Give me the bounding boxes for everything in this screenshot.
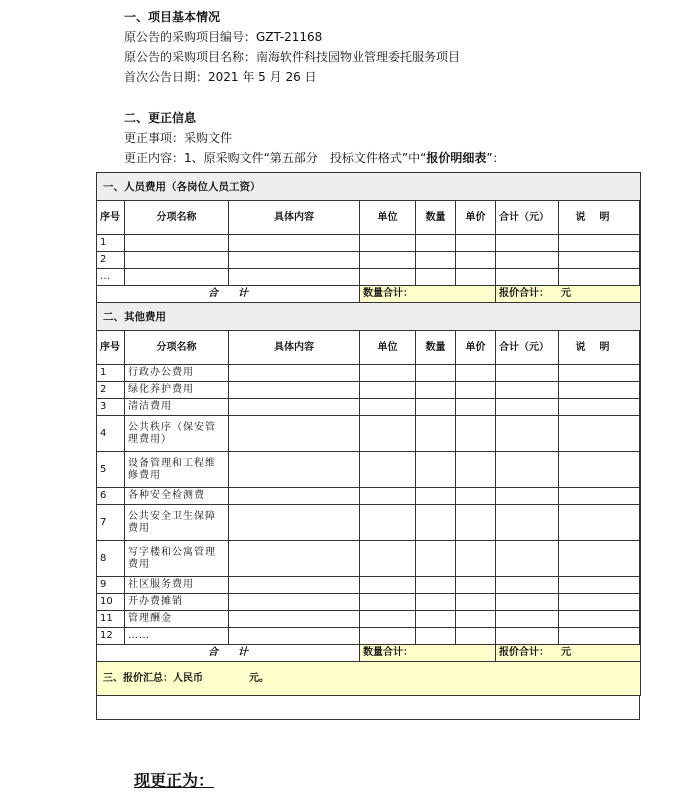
other-row <box>97 505 641 541</box>
table-cell <box>456 269 496 286</box>
row-seq: 11 <box>97 611 125 628</box>
table-cell <box>559 628 641 645</box>
personnel-row <box>97 252 641 269</box>
header-name: 分项名称 <box>125 331 229 365</box>
table-cell <box>496 365 559 382</box>
row-seq: 7 <box>97 505 125 541</box>
project-code-value: GZT-21168 <box>256 30 323 44</box>
quote-table-name: 报价明细表 <box>426 151 487 165</box>
correction-content <box>124 150 505 166</box>
personnel-row <box>97 235 641 252</box>
table-cell <box>496 235 559 252</box>
table-cell <box>496 488 559 505</box>
row-seq: 8 <box>97 541 125 577</box>
table-cell <box>416 365 456 382</box>
table-cell <box>496 505 559 541</box>
other-yuan: 元 <box>561 647 571 658</box>
table-cell <box>229 269 360 286</box>
table-cell <box>416 416 456 452</box>
correction-item-value: 采购文件 <box>184 131 233 145</box>
table-cell <box>456 235 496 252</box>
table-cell <box>360 505 416 541</box>
personnel-section-row <box>97 173 641 201</box>
other-row <box>97 611 641 628</box>
header-total: 合计（元） <box>496 201 559 235</box>
announce-date <box>124 69 317 85</box>
row-seq: 12 <box>97 628 125 645</box>
other-quote-total <box>496 645 641 662</box>
table-cell <box>456 628 496 645</box>
table-cell <box>416 269 456 286</box>
table-cell <box>125 252 229 269</box>
personnel-quote-total-label: 报价合计： <box>499 288 549 299</box>
quote-detail-table <box>96 172 641 696</box>
section1-heading: 一、项目基本情况 <box>124 10 221 24</box>
project-name <box>124 49 460 65</box>
table-cell <box>559 399 641 416</box>
table-cell <box>559 235 641 252</box>
row-seq: 2 <box>97 252 125 269</box>
project-code <box>124 29 322 45</box>
table-cell <box>416 541 456 577</box>
table-cell <box>125 235 229 252</box>
other-quote-total-label: 报价合计： <box>499 647 549 658</box>
summary-unit: 元。 <box>249 672 269 684</box>
table-cell <box>360 611 416 628</box>
row-seq: 3 <box>97 399 125 416</box>
project-name-label: 原公告的采购项目名称： <box>124 50 257 64</box>
table-cell <box>416 252 456 269</box>
header-content: 具体内容 <box>229 331 360 365</box>
table-cell <box>229 611 360 628</box>
table-cell <box>360 577 416 594</box>
table-cell <box>416 628 456 645</box>
table-body <box>97 173 641 696</box>
other-row <box>97 399 641 416</box>
other-section-row <box>97 303 641 331</box>
correction-content-value: 1、原采购文件“第五部分 投标文件格式”中“ <box>184 151 427 165</box>
personnel-row <box>97 269 641 286</box>
table-cell <box>229 488 360 505</box>
summary-row <box>97 662 641 696</box>
table-cell <box>360 416 416 452</box>
row-seq: 9 <box>97 577 125 594</box>
header-seq: 序号 <box>97 201 125 235</box>
table-cell <box>559 488 641 505</box>
personnel-sum-label: 合 计 <box>97 286 360 303</box>
table-cell <box>360 399 416 416</box>
summary-label: 三、报价汇总：人民币 <box>103 672 203 684</box>
table-cell <box>229 628 360 645</box>
table-cell <box>456 488 496 505</box>
table-cell <box>456 416 496 452</box>
table-cell <box>559 505 641 541</box>
row-item-name: 社区服务费用 <box>125 577 229 594</box>
header-note: 说明 <box>559 331 641 365</box>
row-item-name: 开办费摊销 <box>125 594 229 611</box>
row-item-name: 绿化养护费用 <box>125 382 229 399</box>
table-cell <box>456 252 496 269</box>
row-item-name: 行政办公费用 <box>125 365 229 382</box>
table-cell <box>229 541 360 577</box>
table-cell <box>229 416 360 452</box>
header-note: 说明 <box>559 201 641 235</box>
row-seq: … <box>97 269 125 286</box>
header-qty: 数量 <box>416 201 456 235</box>
table-cell <box>496 382 559 399</box>
row-seq: 2 <box>97 382 125 399</box>
table-cell <box>496 541 559 577</box>
table-cell <box>229 505 360 541</box>
table-cell <box>416 452 456 488</box>
table-cell <box>360 628 416 645</box>
table-cell <box>416 399 456 416</box>
table-cell <box>416 594 456 611</box>
table-cell <box>456 452 496 488</box>
table-cell <box>496 452 559 488</box>
announce-date-label: 首次公告日期： <box>124 70 209 84</box>
table-cell <box>416 611 456 628</box>
table-cell <box>360 488 416 505</box>
table-cell <box>416 505 456 541</box>
row-item-name: 写字楼和公寓管理费用 <box>125 541 229 577</box>
header-unit: 单位 <box>360 331 416 365</box>
personnel-header-row <box>97 201 641 235</box>
personnel-sum-row <box>97 286 641 303</box>
table-cell <box>456 382 496 399</box>
personnel-section-title: 一、人员费用（各岗位人员工资） <box>97 173 641 201</box>
other-qty-total: 数量合计： <box>360 645 496 662</box>
header-unit: 单位 <box>360 201 416 235</box>
row-item-name: 管理酬金 <box>125 611 229 628</box>
header-total: 合计（元） <box>496 331 559 365</box>
table-cell <box>229 235 360 252</box>
row-seq: 5 <box>97 452 125 488</box>
other-sum-label: 合 计 <box>97 645 360 662</box>
other-header-row <box>97 331 641 365</box>
other-row <box>97 452 641 488</box>
table-cell <box>456 399 496 416</box>
section2-heading: 二、更正信息 <box>124 111 197 125</box>
table-cell <box>125 269 229 286</box>
final-line: 现更正为： <box>134 771 215 790</box>
row-seq: 6 <box>97 488 125 505</box>
other-row <box>97 382 641 399</box>
table-cell <box>360 252 416 269</box>
table-cell <box>360 235 416 252</box>
other-row <box>97 628 641 645</box>
table-cell <box>416 488 456 505</box>
table-cell <box>496 416 559 452</box>
other-row <box>97 365 641 382</box>
table-cell <box>229 252 360 269</box>
table-cell <box>559 541 641 577</box>
table-cell <box>360 382 416 399</box>
table-cell <box>229 594 360 611</box>
row-seq: 10 <box>97 594 125 611</box>
header-content: 具体内容 <box>229 201 360 235</box>
table-cell <box>229 399 360 416</box>
table-cell <box>416 235 456 252</box>
table-cell <box>559 382 641 399</box>
row-item-name: 设备管理和工程维修费用 <box>125 452 229 488</box>
table-cell <box>559 416 641 452</box>
table-cell <box>496 269 559 286</box>
table-cell <box>456 365 496 382</box>
table-cell <box>496 628 559 645</box>
table-cell <box>360 594 416 611</box>
header-qty: 数量 <box>416 331 456 365</box>
other-row <box>97 577 641 594</box>
table-cell <box>360 365 416 382</box>
table-cell <box>456 611 496 628</box>
row-seq: 4 <box>97 416 125 452</box>
row-seq: 1 <box>97 235 125 252</box>
personnel-quote-total <box>496 286 641 303</box>
project-name-value: 南海软件科技园物业管理委托服务项目 <box>256 50 461 64</box>
correction-content-tail: ”： <box>486 151 505 165</box>
announce-date-value: 2021 年 5 月 26 日 <box>208 70 317 84</box>
personnel-qty-total: 数量合计： <box>360 286 496 303</box>
row-item-name: …… <box>125 628 229 645</box>
table-cell <box>456 541 496 577</box>
table-cell <box>229 382 360 399</box>
table-cell <box>229 577 360 594</box>
table-cell <box>416 577 456 594</box>
table-cell <box>559 269 641 286</box>
other-section-title: 二、其他费用 <box>97 303 641 331</box>
table-cell <box>559 577 641 594</box>
table-cell <box>229 365 360 382</box>
header-price: 单价 <box>456 331 496 365</box>
other-row <box>97 594 641 611</box>
table-cell <box>496 577 559 594</box>
row-item-name: 公共安全卫生保障费用 <box>125 505 229 541</box>
row-item-name: 清洁费用 <box>125 399 229 416</box>
table-cell <box>496 399 559 416</box>
table-cell <box>456 594 496 611</box>
table-cell <box>496 252 559 269</box>
header-name: 分项名称 <box>125 201 229 235</box>
other-row <box>97 416 641 452</box>
header-seq: 序号 <box>97 331 125 365</box>
project-code-label: 原公告的采购项目编号： <box>124 30 257 44</box>
personnel-yuan: 元 <box>561 288 571 299</box>
correction-content-label: 更正内容： <box>124 151 185 165</box>
row-seq: 1 <box>97 365 125 382</box>
row-item-name: 公共秩序（保安管理费用） <box>125 416 229 452</box>
table-cell <box>360 541 416 577</box>
other-sum-row <box>97 645 641 662</box>
header-price: 单价 <box>456 201 496 235</box>
correction-item-label: 更正事项： <box>124 131 185 145</box>
table-cell <box>559 594 641 611</box>
table-cell <box>496 594 559 611</box>
summary-total <box>97 662 641 696</box>
table-cell <box>360 452 416 488</box>
table-cell <box>456 577 496 594</box>
table-cell <box>559 452 641 488</box>
table-cell <box>559 365 641 382</box>
table-cell <box>229 452 360 488</box>
other-row <box>97 488 641 505</box>
table-cell <box>559 611 641 628</box>
row-item-name: 各种安全检测费 <box>125 488 229 505</box>
table-cell <box>559 252 641 269</box>
table-cell <box>416 382 456 399</box>
table-cell <box>456 505 496 541</box>
table-cell <box>360 269 416 286</box>
correction-item <box>124 130 232 146</box>
table-cell <box>496 611 559 628</box>
other-row <box>97 541 641 577</box>
